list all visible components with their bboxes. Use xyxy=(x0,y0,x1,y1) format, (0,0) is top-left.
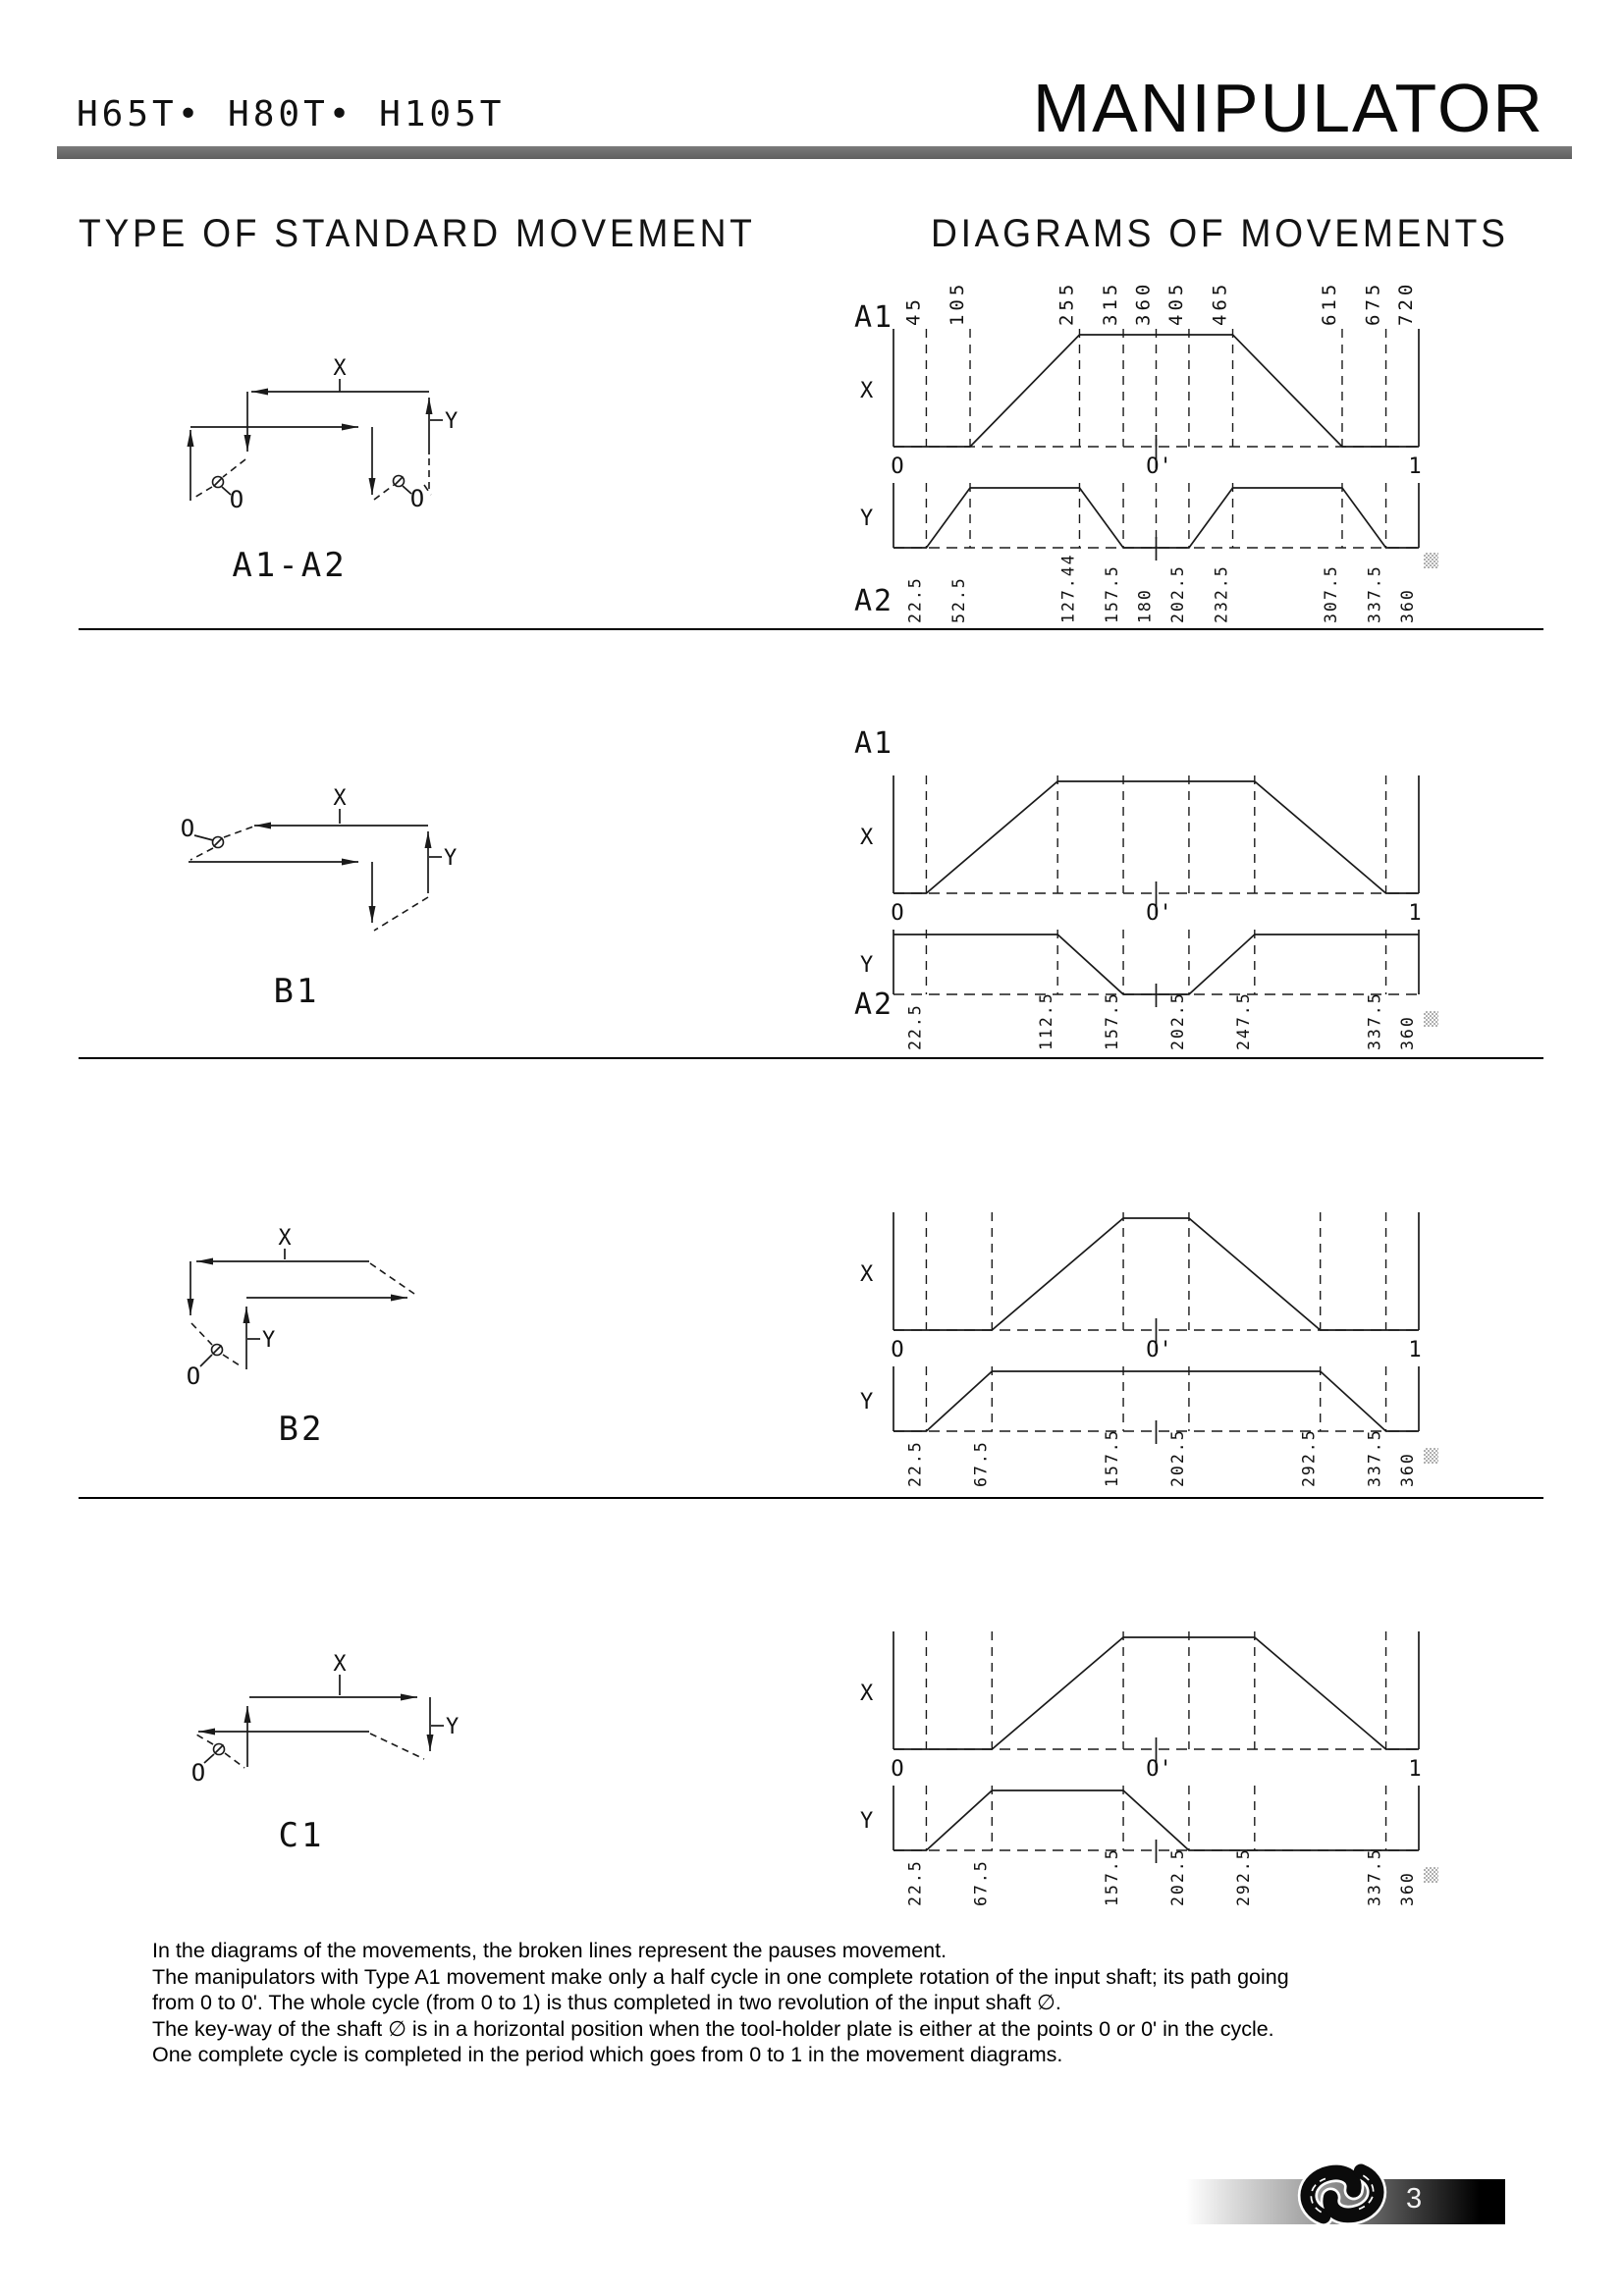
origin-label: O xyxy=(180,815,195,842)
notes xyxy=(152,1938,1527,2068)
svg-text:X: X xyxy=(860,826,874,850)
left-column-heading: TYPE OF STANDARD MOVEMENT xyxy=(79,212,756,255)
svg-text:202.5: 202.5 xyxy=(1167,564,1187,623)
origin-leader xyxy=(204,1754,214,1763)
path-sketch-b2 xyxy=(147,1217,481,1409)
svg-text:157.5: 157.5 xyxy=(1103,991,1122,1050)
svg-text:22.5: 22.5 xyxy=(905,1003,925,1050)
path-sketch-b1 xyxy=(147,775,481,957)
pause-dash xyxy=(191,1323,212,1345)
model-codes: H65T• H80T• H105T xyxy=(77,94,506,134)
row-separator xyxy=(79,1057,1543,1059)
y-dimension-label: Y xyxy=(444,846,458,871)
x-dimension-label: X xyxy=(333,1652,347,1677)
svg-text:Y: Y xyxy=(860,507,874,531)
svg-text:360: 360 xyxy=(1132,280,1155,326)
svg-text:675: 675 xyxy=(1362,280,1384,326)
y-dimension-label: Y xyxy=(446,1715,460,1739)
page-number: 3 xyxy=(1406,2183,1424,2215)
path-sketch-a1-a2 xyxy=(147,344,481,515)
svg-text:202.5: 202.5 xyxy=(1167,991,1187,1050)
svg-text:247.5: 247.5 xyxy=(1233,991,1253,1050)
svg-text:O: O xyxy=(891,901,904,926)
note-line: The manipulators with Type A1 movement make only a half cycle in one complete rotation of the input shaft; its path going xyxy=(152,1964,1289,1989)
svg-text:337.5: 337.5 xyxy=(1365,991,1384,1050)
svg-text:1: 1 xyxy=(1408,1757,1422,1782)
svg-text:Y: Y xyxy=(860,1809,874,1834)
pause-dash xyxy=(374,485,394,500)
svg-text:A2: A2 xyxy=(854,988,894,1022)
pause-dash xyxy=(374,897,428,931)
svg-text:52.5: 52.5 xyxy=(949,576,969,623)
svg-text:465: 465 xyxy=(1209,280,1231,326)
row-separator xyxy=(79,628,1543,630)
path-sketch-c1 xyxy=(147,1649,481,1811)
movement-diagram-b2 xyxy=(835,1144,1522,1517)
origin-leader xyxy=(200,1355,212,1366)
origin-label: O xyxy=(186,1362,201,1390)
y-dimension-label: Y xyxy=(262,1328,276,1353)
pause-dash xyxy=(192,487,212,499)
svg-text:405: 405 xyxy=(1164,280,1187,326)
x-dimension-label: X xyxy=(333,356,347,381)
pause-dash xyxy=(370,1734,424,1759)
svg-text:202.5: 202.5 xyxy=(1167,1428,1187,1487)
svg-text:157.5: 157.5 xyxy=(1103,1428,1122,1487)
svg-text:255: 255 xyxy=(1055,280,1078,326)
svg-text:1: 1 xyxy=(1408,901,1422,926)
shaft-degrees-hatch-icon xyxy=(1424,1867,1438,1883)
svg-text:A2: A2 xyxy=(854,584,894,618)
timing-chart-B1 xyxy=(835,707,1522,1080)
pause-dash xyxy=(223,459,245,477)
timing-chart-B2 xyxy=(835,1144,1522,1517)
svg-text:292.5: 292.5 xyxy=(1299,1428,1319,1487)
timing-chart-C1 xyxy=(835,1563,1522,1936)
x-dimension-label: X xyxy=(333,786,347,811)
svg-text:O': O' xyxy=(1146,1757,1172,1782)
svg-text:202.5: 202.5 xyxy=(1167,1847,1187,1906)
svg-text:O': O' xyxy=(1146,1338,1172,1362)
header-rule xyxy=(57,146,1572,159)
svg-text:157.5: 157.5 xyxy=(1103,1847,1122,1906)
svg-text:45: 45 xyxy=(902,295,925,326)
svg-text:O: O xyxy=(891,454,904,479)
note-line: from 0 to 0'. The whole cycle (from 0 to 1) is thus completed in two revolution of the input shaft ∅. xyxy=(152,1991,1061,2014)
svg-text:X: X xyxy=(860,379,874,403)
y-dimension-label: Y xyxy=(445,409,459,434)
pause-dash xyxy=(190,848,213,860)
svg-text:X: X xyxy=(860,1262,874,1287)
movement-type-label: A1-A2 xyxy=(232,546,348,585)
svg-text:Y: Y xyxy=(860,953,874,978)
note-line: In the diagrams of the movements, the broken lines represent the pauses movement. xyxy=(152,1939,947,1962)
svg-text:112.5: 112.5 xyxy=(1037,991,1056,1050)
svg-text:O: O xyxy=(891,1757,904,1782)
svg-text:127.44: 127.44 xyxy=(1058,553,1078,623)
note-line: The key-way of the shaft ∅ is in a horizontal position when the tool-holder plate is either at the points 0 or 0' in the cycle. xyxy=(152,2016,1274,2041)
svg-text:22.5: 22.5 xyxy=(905,576,925,623)
movement-diagram-a1-a2 xyxy=(835,260,1522,653)
brand-logo-icon xyxy=(1288,2156,1396,2234)
svg-text:105: 105 xyxy=(947,280,969,326)
pause-dash xyxy=(223,1355,243,1367)
pause-dash xyxy=(370,1263,414,1294)
movement-diagram-c1 xyxy=(835,1563,1522,1936)
pause-dash xyxy=(224,827,253,837)
svg-text:67.5: 67.5 xyxy=(971,1440,991,1487)
svg-text:67.5: 67.5 xyxy=(971,1859,991,1906)
svg-text:O': O' xyxy=(1146,454,1172,479)
shaft-degrees-hatch-icon xyxy=(1424,1011,1438,1027)
svg-text:157.5: 157.5 xyxy=(1103,564,1122,623)
row-separator xyxy=(79,1497,1543,1499)
svg-text:22.5: 22.5 xyxy=(905,1859,925,1906)
svg-text:360: 360 xyxy=(1398,1452,1417,1487)
svg-text:A1: A1 xyxy=(854,726,894,761)
origin-label: O xyxy=(409,485,425,512)
svg-text:1: 1 xyxy=(1408,454,1422,479)
svg-text:720: 720 xyxy=(1395,280,1417,326)
pause-dash xyxy=(225,1753,244,1768)
right-column-heading: DIAGRAMS OF MOVEMENTS xyxy=(931,212,1509,255)
pause-dash xyxy=(196,1735,213,1744)
movement-type-label: B1 xyxy=(273,972,320,1011)
svg-text:337.5: 337.5 xyxy=(1365,1847,1384,1906)
svg-text:232.5: 232.5 xyxy=(1212,564,1231,623)
svg-text:337.5: 337.5 xyxy=(1365,1428,1384,1487)
svg-text:360: 360 xyxy=(1398,1015,1417,1050)
movement-diagram-b1 xyxy=(835,707,1522,1080)
svg-text:615: 615 xyxy=(1318,280,1340,326)
origin-leader xyxy=(194,835,213,840)
shaft-degrees-hatch-icon xyxy=(1424,1448,1438,1464)
svg-text:315: 315 xyxy=(1100,280,1122,326)
note-line: One complete cycle is completed in the period which goes from 0 to 1 in the movement diagrams. xyxy=(152,2043,1063,2066)
svg-text:Y: Y xyxy=(860,1390,874,1415)
svg-text:22.5: 22.5 xyxy=(905,1440,925,1487)
svg-text:360: 360 xyxy=(1398,1871,1417,1906)
svg-text:O: O xyxy=(891,1338,904,1362)
movement-type-label: B2 xyxy=(278,1410,325,1449)
svg-text:O': O' xyxy=(1146,901,1172,926)
timing-chart-A1-A2 xyxy=(835,260,1522,653)
svg-text:A1: A1 xyxy=(854,300,894,335)
movement-type-label: C1 xyxy=(278,1816,325,1855)
x-dimension-label: X xyxy=(278,1226,292,1251)
pause-dash xyxy=(424,485,431,495)
svg-text:292.5: 292.5 xyxy=(1233,1847,1253,1906)
svg-text:307.5: 307.5 xyxy=(1321,564,1340,623)
svg-text:360: 360 xyxy=(1398,588,1417,623)
page-title: MANIPULATOR xyxy=(1032,70,1544,146)
svg-text:180: 180 xyxy=(1135,588,1155,623)
svg-text:337.5: 337.5 xyxy=(1365,564,1384,623)
shaft-degrees-hatch-icon xyxy=(1424,553,1438,568)
origin-label: O xyxy=(229,486,244,513)
svg-text:1: 1 xyxy=(1408,1338,1422,1362)
origin-label: O xyxy=(190,1759,206,1787)
svg-text:X: X xyxy=(860,1682,874,1706)
